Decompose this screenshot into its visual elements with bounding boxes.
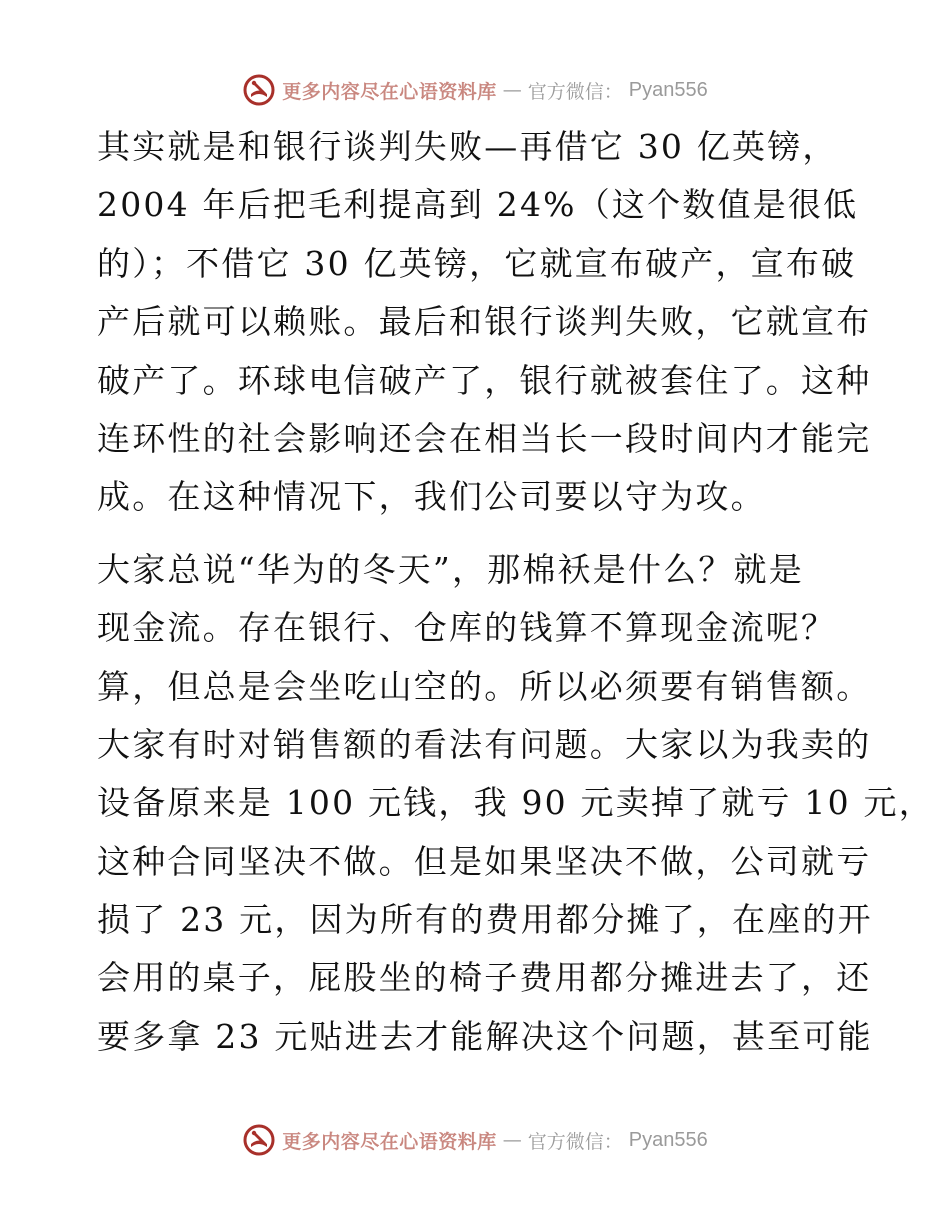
watermark-separator: — [502, 1129, 522, 1151]
text-line: 连环性的社会影响还会在相当长一段时间内才能完 [97, 418, 872, 458]
text-line: 设备原来是 100 元钱，我 90 元卖掉了就亏 10 元， [97, 783, 934, 823]
watermark-separator: — [502, 79, 522, 101]
text-line: 的）；不借它 30 亿英镑，它就宣布破产，宣布破 [97, 243, 857, 283]
paragraph-spacer [97, 527, 857, 541]
watermark-wechat-id: Pyan556 [628, 78, 708, 101]
header-watermark [0, 70, 950, 110]
text-line: 大家总说“华为的冬天”，那棉袄是什么？就是 [97, 549, 804, 589]
text-line: 成。在这种情况下，我们公司要以守为攻。 [97, 477, 766, 517]
book-pen-logo-icon [242, 73, 276, 107]
watermark-wechat-label: 官方微信： [527, 80, 623, 103]
watermark-wechat-label: 官方微信： [527, 1130, 623, 1153]
watermark-wechat-id: Pyan556 [628, 1128, 708, 1151]
text-line: 会用的桌子，屁股坐的椅子费用都分摊进去了，还 [97, 958, 872, 998]
paragraph-2 [97, 541, 934, 1067]
text-line: 大家有时对销售额的看法有问题。大家以为我卖的 [97, 724, 872, 764]
document-body [97, 118, 934, 1066]
watermark-brand-text: 更多内容尽在心语资料库 [282, 1130, 497, 1153]
text-line: 产后就可以赖账。最后和银行谈判失败，它就宣布 [97, 302, 872, 342]
text-line: 现金流。存在银行、仓库的钱算不算现金流呢？ [97, 608, 837, 648]
text-line: 2004 年后把毛利提高到 24%（这个数值是很低 [97, 185, 859, 225]
text-line: 破产了。环球电信破产了，银行就被套住了。这种 [97, 360, 872, 400]
text-line: 算，但总是会坐吃山空的。所以必须要有销售额。 [97, 666, 872, 706]
text-line: 损了 23 元，因为所有的费用都分摊了，在座的开 [97, 900, 873, 940]
watermark-brand-text: 更多内容尽在心语资料库 [282, 80, 497, 103]
text-line: 其实就是和银行谈判失败—再借它 30 亿英镑， [97, 127, 838, 166]
book-pen-logo-icon [242, 1123, 276, 1157]
footer-watermark [0, 1120, 950, 1160]
text-line: 这种合同坚决不做。但是如果坚决不做，公司就亏 [97, 841, 872, 881]
paragraph-1 [97, 118, 872, 527]
text-line: 要多拿 23 元贴进去才能解决这个问题，甚至可能 [97, 1016, 873, 1056]
